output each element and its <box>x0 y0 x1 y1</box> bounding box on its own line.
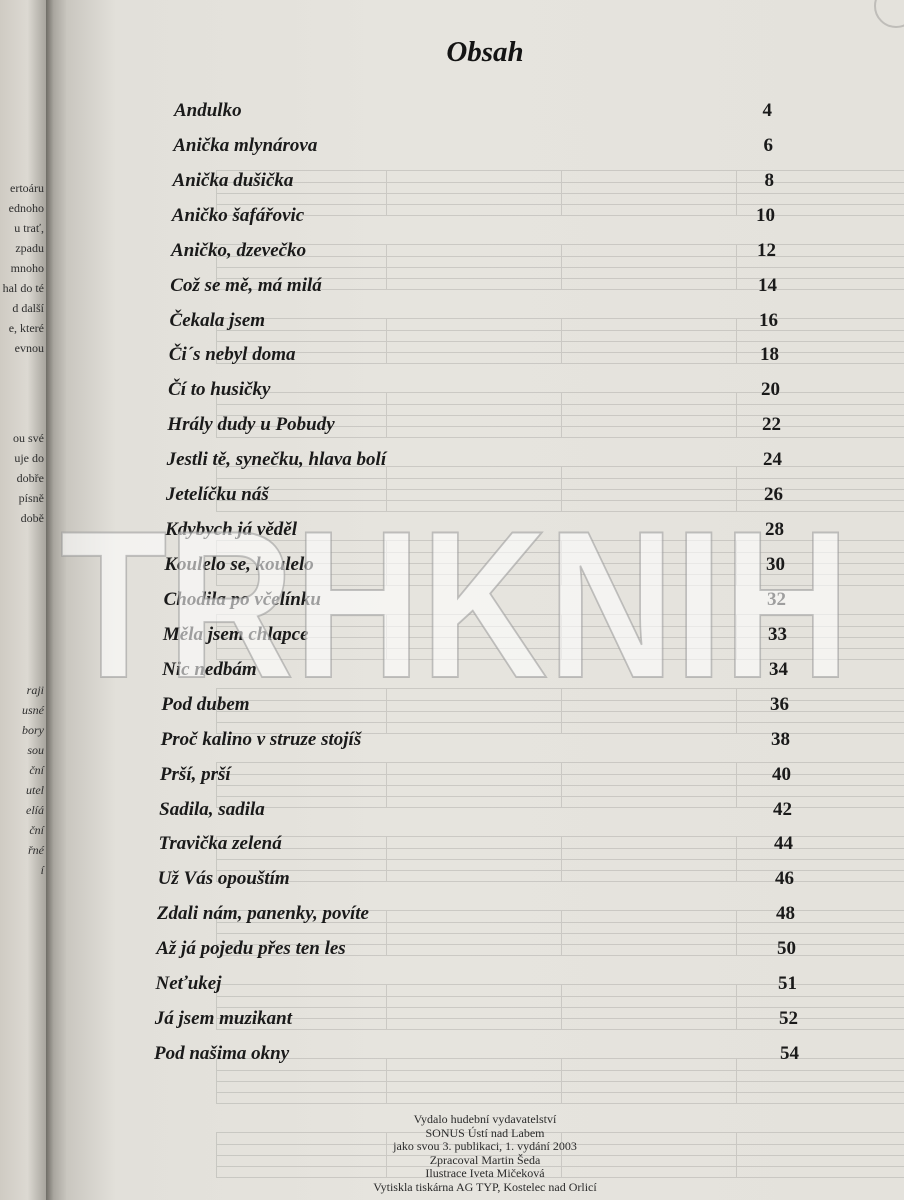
toc-entry <box>157 903 795 929</box>
left-page-fragment: usné <box>22 703 44 717</box>
left-page-fragment: d další <box>12 301 44 315</box>
left-page-fragment: uje do <box>14 451 44 465</box>
left-page-fragment: ou své <box>13 431 44 445</box>
toc-entry <box>155 1008 798 1034</box>
toc-entry <box>170 310 778 336</box>
toc-entry <box>164 589 786 615</box>
left-page-fragment: dobře <box>16 471 44 485</box>
left-page-fragment: elíá <box>26 803 44 817</box>
left-page-fragment: evnou <box>14 341 44 355</box>
toc-entry <box>173 135 773 161</box>
toc-entry-title: Pod našima okny <box>154 1043 290 1064</box>
book-gutter <box>46 0 68 1200</box>
toc-entry-page-number: 24 <box>762 449 782 471</box>
toc-entry-title: Hrály dudy u Pobudy <box>167 414 335 436</box>
toc-entry-page-number: 42 <box>772 798 792 820</box>
toc-entry-title: Aničko, dzevečko <box>171 239 307 261</box>
toc-entry-page-number: 10 <box>755 204 775 226</box>
left-page-fragment: ednoho <box>8 201 44 215</box>
page-title: Obsah <box>446 36 524 68</box>
left-page-fragment: mnoho <box>10 261 44 275</box>
toc-entry-title: Což se mě, má milá <box>170 274 322 296</box>
toc-entry <box>167 449 782 475</box>
toc-entry-page-number: 48 <box>775 903 795 925</box>
contents-page <box>66 0 904 1200</box>
left-page-fragment: e, které <box>8 321 44 335</box>
toc-entry-page-number: 44 <box>773 833 793 855</box>
toc-entry-title: Pod dubem <box>161 693 250 715</box>
toc-entry-title: Sadila, sadila <box>159 798 265 820</box>
toc-entry <box>173 170 774 196</box>
left-page-fragment: době <box>20 511 44 525</box>
toc-entry <box>174 100 772 126</box>
toc-entry-page-number: 16 <box>758 309 778 331</box>
left-page-text-block-1 <box>3 178 44 358</box>
toc-entry-page-number: 22 <box>761 414 781 436</box>
toc-entry-title: Čekala jsem <box>169 309 266 331</box>
toc-entry <box>171 240 776 266</box>
toc-entry <box>154 1043 799 1069</box>
toc-entry <box>168 379 780 405</box>
toc-entry <box>172 205 775 231</box>
toc-entry-page-number: 46 <box>774 868 794 890</box>
toc-entry <box>156 938 796 964</box>
toc-entry-title: Chodila po včelínku <box>163 588 321 610</box>
toc-entry <box>166 484 783 510</box>
toc-entry-title: Čí to husičky <box>168 379 271 401</box>
colophon-line: Vydalo hudební vydavatelství <box>413 1112 557 1126</box>
colophon-line: Vytiskla tiskárna AG TYP, Kostelec nad Orlicí <box>373 1179 597 1194</box>
colophon-line: jako svou 3. publikaci, 1. vydání 2003 <box>393 1139 577 1153</box>
toc-entry-page-number: 20 <box>760 379 780 401</box>
toc-entry-page-number: 33 <box>767 623 787 645</box>
toc-entry-title: Koulelo se, koulelo <box>164 554 314 576</box>
toc-entry-page-number: 50 <box>776 938 796 960</box>
toc-entry <box>163 624 787 650</box>
toc-entry-page-number: 14 <box>757 274 777 296</box>
colophon-line: Ilustrace Iveta Mičeková <box>425 1166 545 1180</box>
left-page-fragment: í <box>40 863 44 877</box>
left-page-fragment: raji <box>26 683 44 697</box>
toc-entry-title: Jetelíčku náš <box>165 484 269 506</box>
toc-entry-page-number: 51 <box>777 973 797 995</box>
left-page-fragment: sou <box>27 743 44 757</box>
toc-entry-title: Zdali nám, panenky, povíte <box>156 903 369 925</box>
toc-entry-title: Proč kalino v struze stojíš <box>160 728 362 750</box>
toc-entry-title: Kdybych já věděl <box>165 519 298 541</box>
toc-entry-title: Aničko šafářovic <box>171 204 305 226</box>
left-page-fragment: ční <box>29 763 44 777</box>
toc-entry-title: Andulko <box>174 100 242 121</box>
toc-entry-title: Prší, prší <box>159 763 231 785</box>
toc-entry <box>158 868 794 894</box>
toc-entry-page-number: 26 <box>763 484 783 506</box>
toc-entry <box>161 694 789 720</box>
toc-entry-title: Či´s nebyl doma <box>168 344 296 366</box>
toc-entry-title: Anička dušička <box>172 169 294 191</box>
left-page-fragment: řné <box>28 843 44 857</box>
toc-entry-page-number: 32 <box>766 588 786 610</box>
toc-entry <box>155 973 797 999</box>
toc-entry <box>169 344 779 370</box>
toc-entry-title: Anička mlynárova <box>173 134 318 156</box>
toc-entry-title: Neťukej <box>155 973 222 995</box>
watermark-text: TRHKNIH <box>60 515 850 690</box>
toc-entry <box>161 729 790 755</box>
toc-entry-page-number: 40 <box>771 763 791 785</box>
toc-entry-title: Až já pojedu přes ten les <box>156 938 346 960</box>
toc-entry <box>167 414 781 440</box>
left-page-fragment: písně <box>18 491 44 505</box>
left-page-fragment: bory <box>22 723 44 737</box>
toc-entry-page-number: 36 <box>769 693 789 715</box>
left-page-edge <box>0 0 50 1200</box>
toc-entry-page-number: 4 <box>762 100 772 121</box>
toc-entry <box>160 764 791 790</box>
left-page-fragment: ční <box>29 823 44 837</box>
left-page-fragment: utel <box>26 783 44 797</box>
colophon <box>66 1113 904 1194</box>
toc-entry-title: Nic nedbám <box>162 658 257 680</box>
left-page-fragment: ertoáru <box>10 181 44 195</box>
toc-entry-title: Jestli tě, synečku, hlava bolí <box>166 449 387 471</box>
toc-entry <box>159 799 792 825</box>
toc-entry <box>164 554 785 580</box>
left-page-text-block-2 <box>13 428 44 528</box>
toc-entry-page-number: 34 <box>768 658 788 680</box>
left-page-fragment: hal do té <box>2 281 44 295</box>
toc-entry <box>170 275 777 301</box>
table-of-contents <box>66 0 904 1200</box>
left-page-text-block-3 <box>22 680 44 880</box>
colophon-line: Zpracoval Martin Šeda <box>429 1152 541 1167</box>
toc-entry-page-number: 54 <box>780 1043 799 1064</box>
colophon-line: SONUS Ústí nad Labem <box>425 1125 545 1140</box>
toc-entry-page-number: 38 <box>770 728 790 750</box>
toc-entry-page-number: 28 <box>764 519 784 541</box>
toc-entry-page-number: 30 <box>765 554 785 576</box>
toc-entry-page-number: 8 <box>764 169 774 191</box>
toc-entry-title: Travička zelená <box>158 833 282 855</box>
toc-entry-page-number: 52 <box>778 1008 798 1030</box>
toc-entry-title: Už Vás opouštím <box>157 868 290 890</box>
toc-entry-page-number: 12 <box>756 239 776 261</box>
toc-entry-title: Já jsem muzikant <box>154 1008 292 1030</box>
toc-entry <box>158 833 793 859</box>
left-page-fragment: zpadu <box>15 241 44 255</box>
left-page-fragment: u trať, <box>14 221 44 235</box>
toc-entry <box>162 659 788 685</box>
toc-entry-title: Měla jsem chlapce <box>162 623 309 645</box>
toc-entry-page-number: 6 <box>763 134 773 156</box>
toc-entry-page-number: 18 <box>759 344 779 366</box>
toc-entry <box>165 519 784 545</box>
